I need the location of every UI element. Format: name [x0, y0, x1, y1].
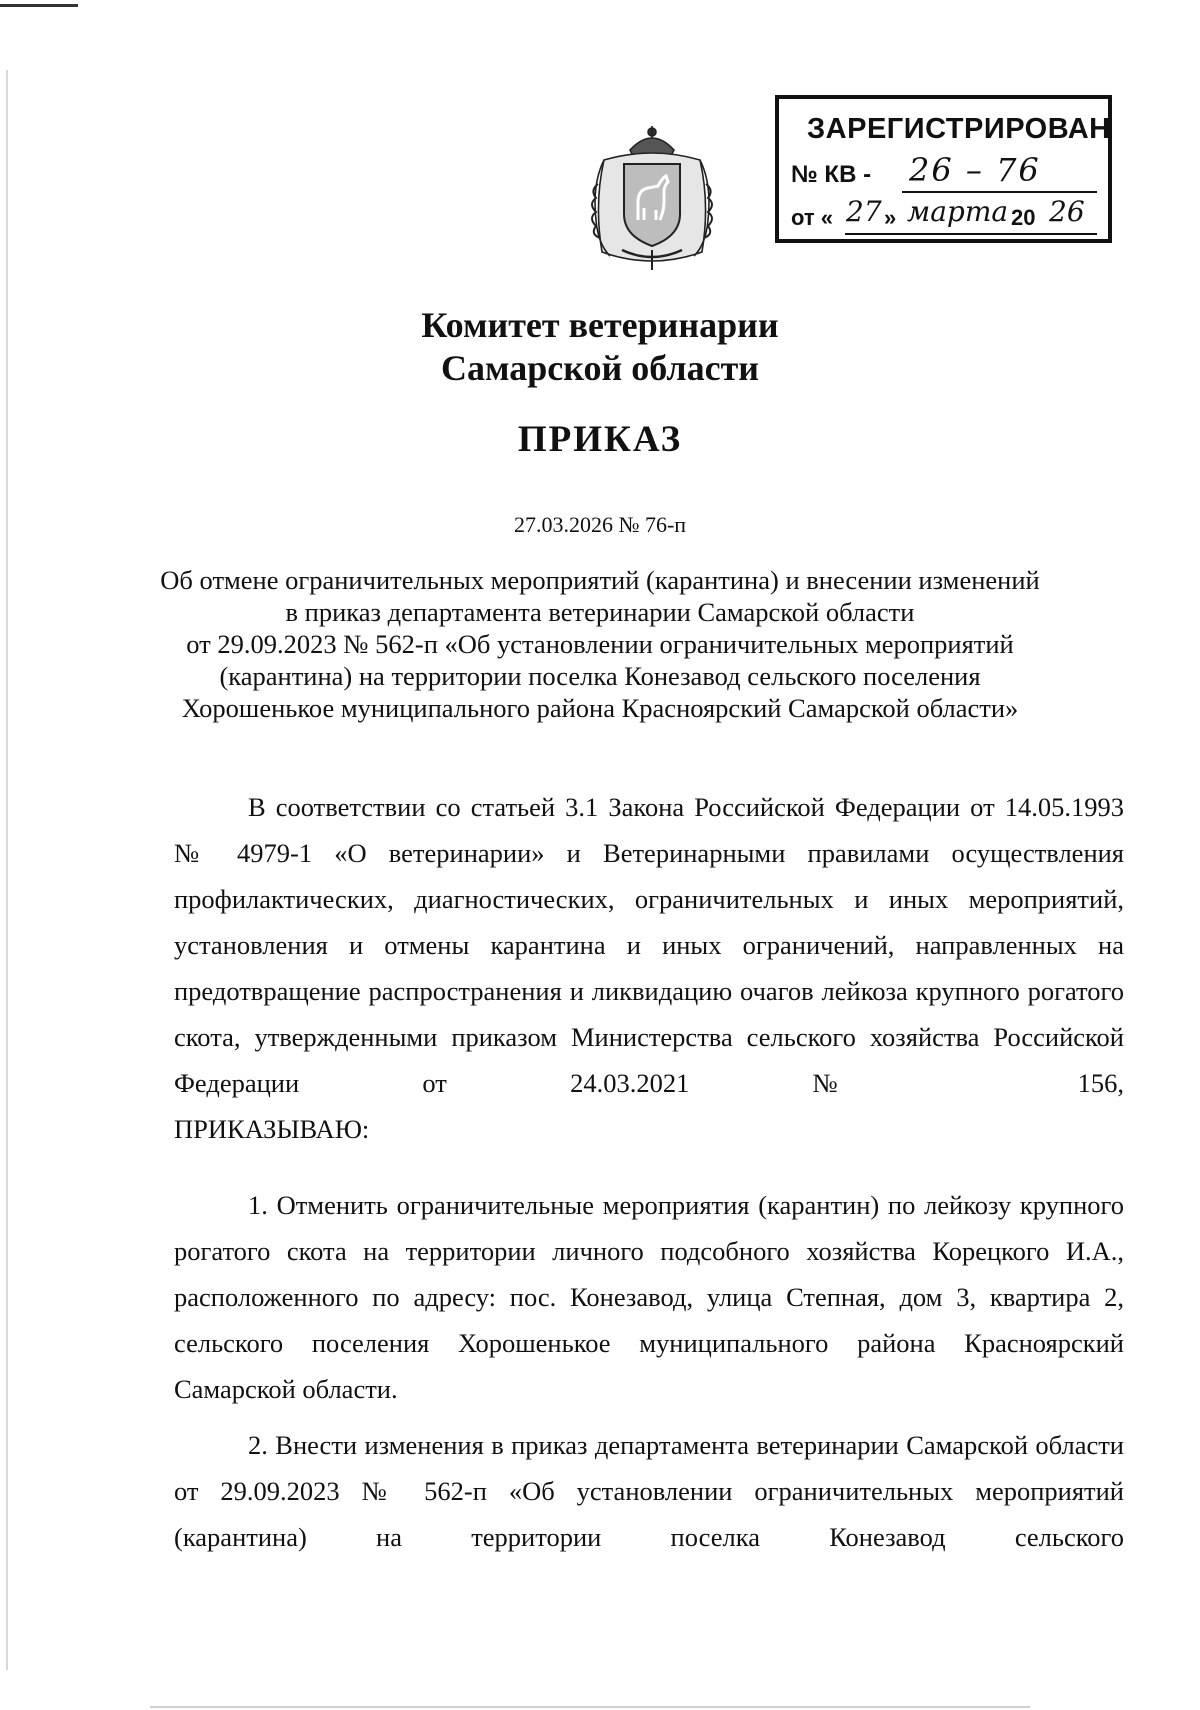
order-word: ПРИКАЗЫВАЮ:	[174, 1114, 370, 1144]
stamp-date-prefix: от «	[791, 205, 834, 230]
subject-line: Об отмене ограничительных мероприятий (карантина) и внесении изменений	[160, 565, 1040, 595]
stamp-title: ЗАРЕГИСТРИРОВАН	[807, 113, 1111, 145]
subject-line: (карантина) на территории поселка Конезавод сельского поселения	[219, 661, 981, 691]
stamp-number-underline	[902, 191, 1097, 193]
scan-artifact-bottom	[150, 1706, 1030, 1708]
stamp-date-century: 20	[1011, 205, 1036, 230]
subject-line: Хорошенькое муниципального района Красноярский Самарской области»	[181, 693, 1019, 723]
stamp-date-year: 26	[1049, 195, 1085, 228]
order-item-1: 1. Отменить ограничительные мероприятия (карантин) по лейкозу крупного рогатого скота на территории личного подсобного хозяйства Корецкого И.А., расположенного по адресу: пос. Конезавод, улица Степная, дом 3, квартира 2, сельского поселения Хорошенькое муниципального района Красноярский Самарской области.	[174, 1190, 1124, 1404]
document-date-number: 27.03.2026 № 76-п	[513, 512, 687, 537]
stamp-date-close-quote: »	[884, 205, 897, 230]
registration-stamp	[775, 95, 1112, 243]
subject-line: от 29.09.2023 № 562-п «Об установлении ограничительных мероприятий	[186, 629, 1014, 659]
organization-name-line-1: Комитет ветеринарии	[421, 305, 779, 345]
organization-name-line-2: Самарской области	[441, 348, 759, 388]
stamp-date-underline	[845, 233, 1097, 235]
preamble-paragraph: В соответствии со статьей 3.1 Закона Российской Федерации от 14.05.1993 № 4979-1 «О ветеринарии» и Ветеринарными правилами осуществления профилактических, диагностических, ограничительных и иных мероприятий, установления и отмены карантина и иных ограничений, направленных на предотвращение распространения и ликвидацию очагов лейкоза крупного рогатого скота, утвержденными приказом Министерства сельского хозяйства Российской Федерации от 24.03.2021 № 156,	[174, 792, 1124, 1098]
stamp-date-day: 27	[846, 195, 882, 228]
document-type-title: ПРИКАЗ	[517, 419, 683, 460]
stamp-number-label: № КВ -	[791, 161, 872, 188]
subject-line: в приказ департамента ветеринарии Самарской области	[285, 597, 915, 627]
stamp-date-month: марта	[907, 195, 1009, 228]
coat-of-arms-icon	[582, 124, 722, 272]
order-item-2: 2. Внести изменения в приказ департамента ветеринарии Самарской области от 29.09.2023 № 562-п «Об установлении ограничительных мероприятий (карантина) на территории поселка Конезавод сельского	[174, 1430, 1124, 1552]
stamp-number-handwritten: 26 – 76	[909, 151, 1041, 189]
scan-artifact-top	[0, 4, 78, 7]
